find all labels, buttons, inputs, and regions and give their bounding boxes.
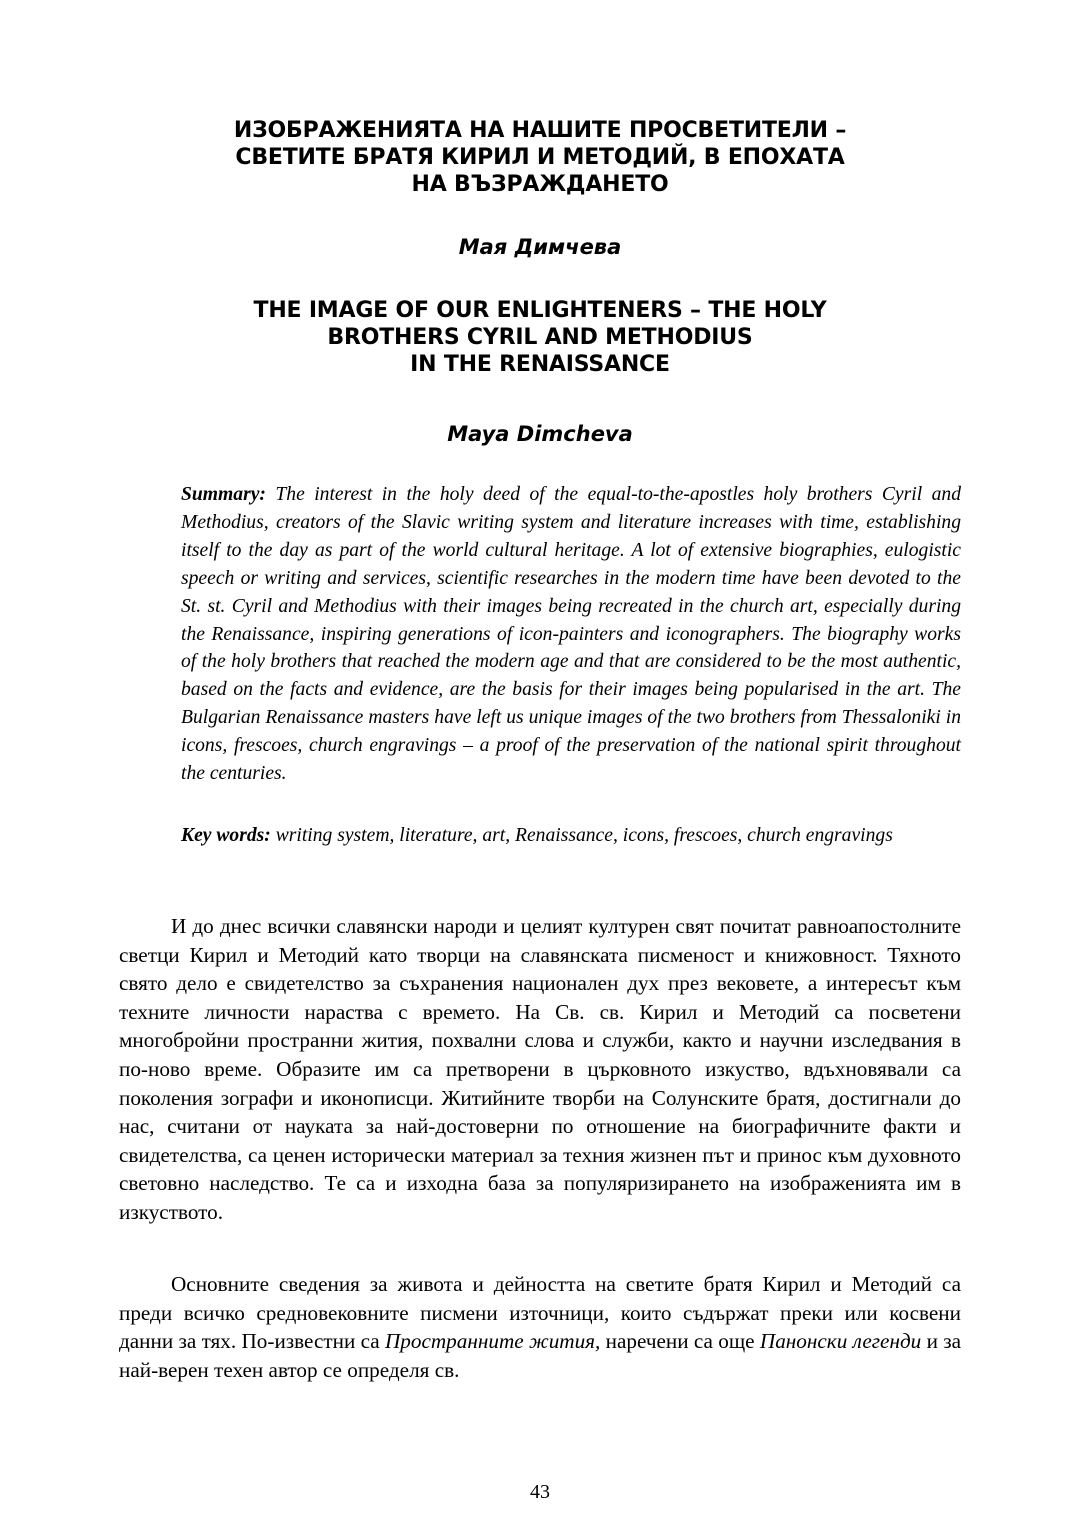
title-bulgarian: [160, 117, 920, 198]
paragraph-2-part-3: и за най-верен техен автор се определя св.: [119, 1329, 961, 1382]
title-bg-line-3: НА ВЪЗРАЖДАНЕТО: [411, 172, 669, 197]
summary-text: The interest in the holy deed of the equal-to-the-apostles holy brothers Cyril and Methodius, creators of the Slavic writing system and literature increases with time, establishing itself to the day as part of the world cultural heritage. A lot of extensive biographies, eulogistic speech or writing and services, scientific researches in the modern time have been devoted to the St. st. Cyril and Methodius with their images being recreated in the church art, especially during the Renaissance, inspiring generations of icon-painters and iconographers. The biography works of the holy brothers that reached the modern age and that are considered to be the most authentic, based on the facts and evidence, are the basis for their images being popularised in the art. The Bulgarian Renaissance masters have left us unique images of the two brothers from Thessaloniki in icons, frescoes, church engravings – a proof of the preservation of the national spirit throughout the centuries.: [181, 484, 961, 785]
title-en-line-3: IN THE RENAISSANCE: [410, 352, 670, 377]
paragraph-2-italic-2: Панонски легенди: [759, 1329, 922, 1354]
paragraph-2-part-2: наречени са още: [600, 1329, 760, 1354]
keywords-block: [181, 822, 961, 850]
paragraph-2-text: [119, 1270, 961, 1384]
title-en-line-1: THE IMAGE OF OUR ENLIGHTENERS – THE HOLY: [253, 298, 827, 323]
author-bulgarian: Мая Димчева: [458, 235, 622, 259]
keywords-label: Key words:: [181, 825, 271, 846]
paragraph-2-italic-1: Пространните жития,: [384, 1329, 601, 1354]
paragraph-1-text: И до днес всички славянски народи и целият културен свят почитат равноапостолните светци Кирил и Методий като творци на славянската писменост и книжовност. Тяхното свято дело е свидетелство за съхранения национален дух през вековете, а интересът към техните личности нараства с времето. На Св. св. Кирил и Методий са посветени многобройни пространни жития, похвални слова и служби, както и научни изследвания в по-ново време. Образите им са претворени в църковното изкуство, вдъхновявали са поколения зографи и иконописци. Житийните творби на Солунските братя, достигнали до нас, считани от науката за най-достоверни по отношение на биографичните факти и свидетелства, са ценен исторически материал за техния жизнен път и принос към духовното световно наследство. Те са и изходна база за популяризирането на изображенията им в изкуството.: [119, 914, 961, 1224]
title-en-line-2: BROTHERS CYRIL AND METHODIUS: [327, 325, 753, 350]
title-bg-line-2: СВЕТИТЕ БРАТЯ КИРИЛ И МЕТОДИЙ, В ЕПОХАТА: [235, 145, 845, 170]
title-english: [160, 297, 920, 378]
paragraph-2-part-1: Основните сведения за живота и дейността на светите братя Кирил и Методий са преди всичко средновековните писмени източници, които съдържат преки или косвени данни за тях. По-известни са: [119, 1272, 961, 1354]
summary-block: [181, 481, 961, 788]
body-paragraph-1: [119, 912, 961, 1227]
author-english: Maya Dimcheva: [447, 422, 633, 446]
keywords-text: writing system, literature, art, Renaissance, icons, frescoes, church engravings: [275, 825, 893, 846]
page-number: 43: [530, 1481, 550, 1503]
title-bg-line-1: ИЗОБРАЖЕНИЯТА НА НАШИТЕ ПРОСВЕТИТЕЛИ –: [233, 118, 847, 143]
body-paragraph-2: [119, 1270, 961, 1384]
summary-label: Summary:: [181, 484, 266, 505]
